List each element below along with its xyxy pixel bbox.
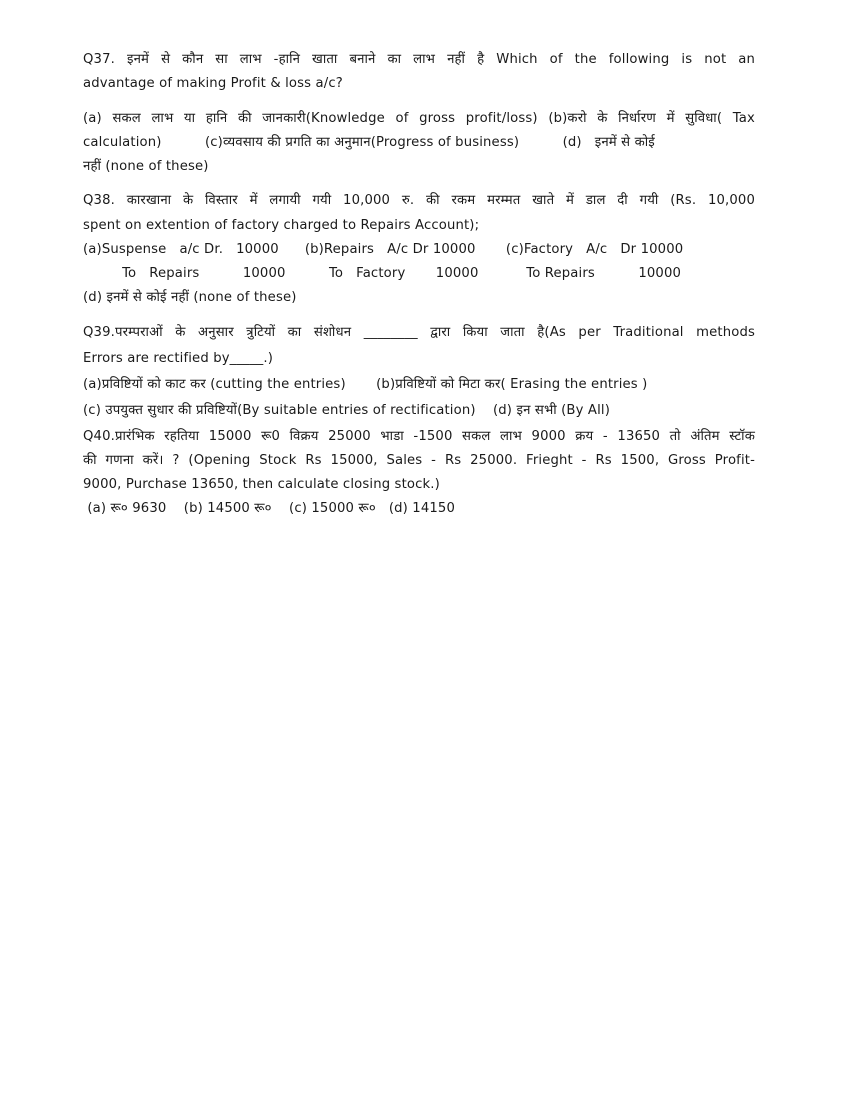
q38-options-line-3: (d) इनमें से कोई नहीं (none of these): [83, 290, 297, 305]
q38-question-line-1: Q38. कारखाना के विस्तार में लगायी गयी 10,000 रु. की रकम मरम्मत खाते में डाल दी गयी (Rs. 10,000: [83, 193, 755, 208]
q38-options-line-2: To Repairs 10000 To Factory 10000 To Repairs 10000: [83, 266, 682, 281]
q37-options-line-3: नहीं (none of these): [83, 159, 209, 174]
q37-options-line-2: calculation) (c)व्यवसाय की प्रगति का अनुमान(Progress of business) (d) इनमें से कोई: [83, 135, 655, 150]
q39-options-line-1: (a)प्रविष्टियों को काट कर (cutting the entries) (b)प्रविष्टियों को मिटा कर( Erasing the entries ): [83, 377, 648, 392]
q37-options-line-1: (a) सकल लाभ या हानि की जानकारी(Knowledge of gross profit/loss) (b)करो के निर्धारण में सुविधा( Tax: [83, 111, 755, 126]
q40-question-line-1: Q40.प्रारंभिक रहतिया 15000 रू0 विक्रय 25000 भाडा -1500 सकल लाभ 9000 क्रय - 13650 तो अंतिम स्टॉक: [83, 429, 755, 444]
q40-question-line-2: की गणना करें। ? (Opening Stock Rs 15000, Sales - Rs 25000. Frieght - Rs 1500, Gross Profit-: [83, 453, 755, 468]
q38-question-line-2: spent on extention of factory charged to Repairs Account);: [83, 218, 480, 233]
q37-question-line-2: advantage of making Profit & loss a/c?: [83, 76, 343, 91]
q40-options-line-1: (a) रू० 9630 (b) 14500 रू० (c) 15000 रू० (d) 14150: [83, 501, 456, 516]
q39-question-line-2: Errors are rectified by_____.): [83, 351, 274, 366]
q38-options-line-1: (a)Suspense a/c Dr. 10000 (b)Repairs A/c Dr 10000 (c)Factory A/c Dr 10000: [83, 242, 684, 257]
q39-options-line-2: (c) उपयुक्त सुधार की प्रविष्टियों(By suitable entries of rectification) (d) इन सभी (By All): [83, 403, 611, 418]
q37-question-line-1: Q37. इनमें से कौन सा लाभ -हानि खाता बनाने का लाभ नहीं है Which of the following is not an: [83, 52, 755, 67]
q40-question-line-3: 9000, Purchase 13650, then calculate closing stock.): [83, 477, 440, 492]
q39-question-line-1: Q39.परम्पराओं के अनुसार त्रुटियों का संशोधन ________ द्वारा किया जाता है(As per Traditional methods: [83, 325, 755, 340]
